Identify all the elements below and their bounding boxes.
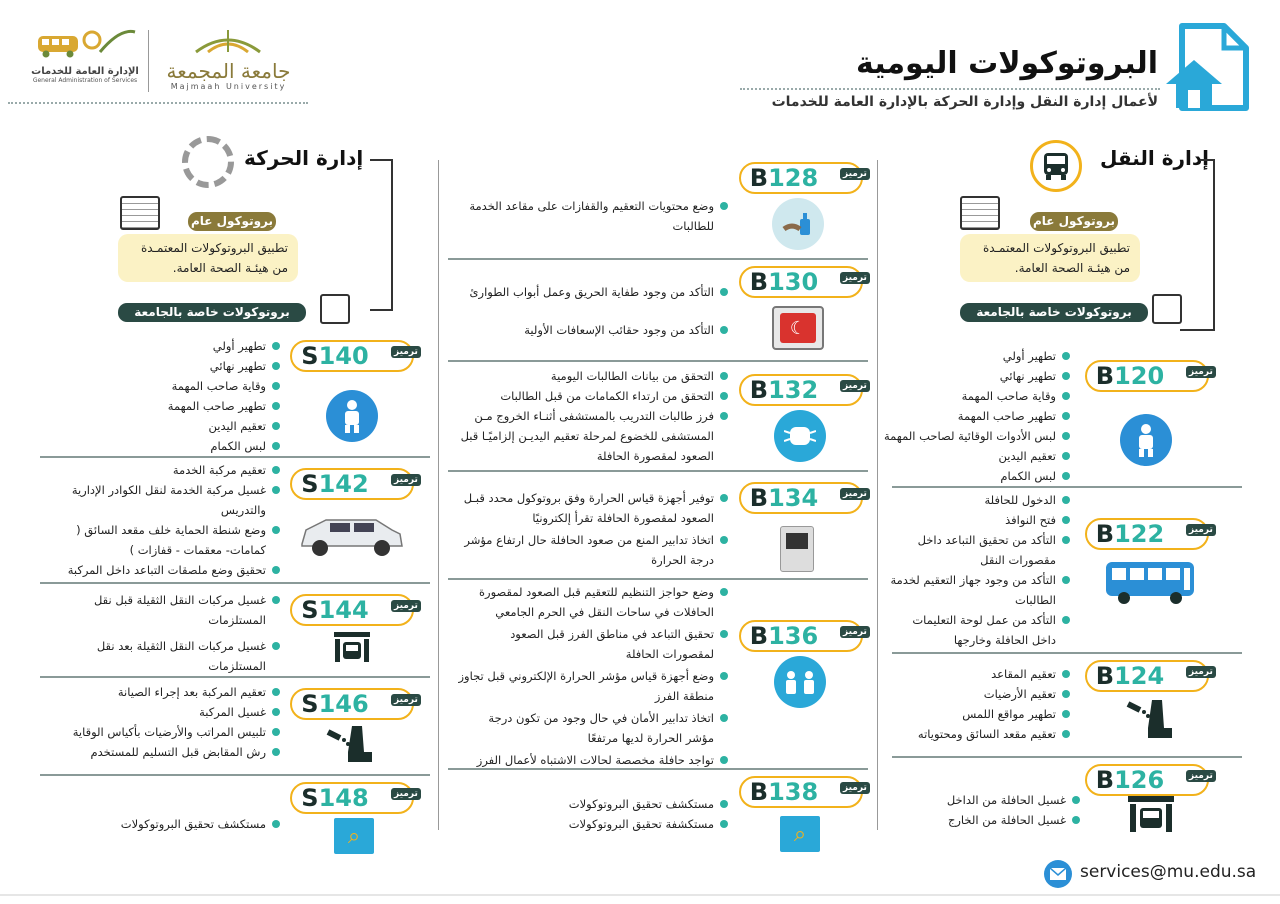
list-item: وقاية صاحب المهمة: [140, 376, 280, 396]
list-item: تواجد حافلة مخصصة لحالات الاشتباه لأعمال الفرز: [458, 750, 728, 770]
transport-section-title: إدارة النقل: [1100, 146, 1210, 170]
code-number: 132: [768, 376, 819, 404]
admin-logo: [30, 22, 140, 92]
code-tag: ترميز: [391, 346, 421, 358]
list-item: تعقيم اليدين: [140, 416, 280, 436]
list-item: غسيل الحافلة من الخارج: [920, 810, 1080, 830]
section-separator: [448, 768, 868, 770]
bus-icon: [1042, 151, 1070, 181]
list-item: تطهير صاحب المهمة: [140, 396, 280, 416]
code-tag: ترميز: [840, 488, 870, 500]
code-tag: ترميز: [840, 380, 870, 392]
list-item: رش المقابض قبل التسليم للمستخدم: [60, 742, 280, 762]
clipboard-icon-2: [320, 294, 350, 324]
s148-list: [100, 814, 280, 834]
code-prefix: B: [749, 268, 769, 296]
code-tag: ترميز: [840, 168, 870, 180]
search-folder-icon: [780, 816, 820, 852]
section-separator: [40, 676, 430, 678]
hazmat-person-icon: [1133, 423, 1159, 457]
list-item: فرز طالبات التدريب بالمستشفى أثنـاء الخروج مـن المستشفى للخضوع لمرحلة تعقيم اليديـن إلزاميًـا قبل الصعود لمقصورة الحافلة: [458, 406, 728, 466]
code-tag: ترميز: [1186, 666, 1216, 678]
list-item: غسيل مركبة الخدمة لنقل الكوادر الإدارية والتدريس: [60, 480, 280, 520]
code-tag: ترميز: [840, 782, 870, 794]
list-item: التحقق من بيانات الطالبات اليومية: [458, 366, 728, 386]
seat-spray-icon: [322, 722, 378, 768]
document-home-icon: [1164, 22, 1252, 114]
list-item: وضع محتويات التعقيم والقفازات على مقاعد الخدمة للطالبات: [458, 196, 728, 236]
first-aid-case: ☾: [780, 313, 816, 343]
list-item: مستكشف تحقيق البروتوكولات: [468, 794, 728, 814]
code-number: 126: [1114, 766, 1165, 794]
section-separator: [448, 578, 868, 580]
list-item: لبس الكمام: [870, 466, 1070, 486]
list-item: الدخول للحافلة: [890, 490, 1070, 510]
s140-list: [140, 336, 280, 456]
section-separator: [892, 652, 1242, 654]
code-prefix: B: [1095, 520, 1115, 548]
code-tag: ترميز: [840, 626, 870, 638]
list-item: وضع شنطة الحماية خلف مقعد السائق ( كمامات- معقمات - قفازات ): [60, 520, 280, 560]
code-tag: ترميز: [1186, 770, 1216, 782]
b120-icon-circle: [1120, 414, 1172, 466]
logo-divider: [148, 30, 149, 92]
code-number: 122: [1114, 520, 1165, 548]
bus-side-icon: [1104, 560, 1196, 606]
list-item: تعقيم مقعد السائق ومحتوياته: [890, 724, 1070, 744]
code-prefix: B: [749, 622, 769, 650]
header: [0, 0, 1280, 120]
section-separator: [448, 360, 868, 362]
section-separator: [892, 756, 1242, 758]
b138-list: [468, 794, 728, 834]
b130-list: [458, 282, 728, 340]
list-item: التأكد من تحقيق التباعد داخل مقصورات النقل: [890, 530, 1070, 570]
list-item: فتح النوافذ: [890, 510, 1070, 530]
code-tag: ترميز: [391, 474, 421, 486]
column-divider-left: [438, 160, 439, 830]
code-number: 142: [318, 470, 369, 498]
b134-list: [458, 488, 728, 570]
list-item: تطهير صاحب المهمة: [870, 406, 1070, 426]
code-tag: ترميز: [1186, 524, 1216, 536]
page-title: البروتوكولات اليومية: [856, 46, 1158, 81]
b136-icon-circle: [774, 656, 826, 708]
email-icon: [1044, 860, 1072, 888]
s144-list: [90, 590, 280, 676]
university-name-ar: جامعة المجمعة: [166, 59, 291, 83]
code-number: 138: [768, 778, 819, 806]
section-separator: [448, 258, 868, 260]
clipboard-icon: [120, 196, 160, 230]
list-item: تطهير نهائي: [140, 356, 280, 376]
section-separator: [448, 470, 868, 472]
code-prefix: B: [749, 484, 769, 512]
code-prefix: S: [301, 690, 319, 718]
transport-general-text: تطبيق البروتوكولات المعتمـدة من هيئـة الصحة العامة.: [960, 234, 1140, 282]
code-prefix: B: [749, 376, 769, 404]
university-name-en: Majmaah University: [170, 82, 287, 91]
list-item: غسيل المركبة: [60, 702, 280, 722]
list-item: مستكشفة تحقيق البروتوكولات: [468, 814, 728, 834]
list-item: تعقيم المركبة بعد إجراء الصيانة: [60, 682, 280, 702]
code-prefix: B: [1095, 662, 1115, 690]
transport-general-label: بروتوكول عام: [1030, 212, 1118, 231]
code-number: 144: [318, 596, 369, 624]
university-logo-icon: [156, 26, 301, 56]
magnifier-icon: ⌕: [347, 823, 361, 849]
code-tag: ترميز: [391, 788, 421, 800]
b132-list: [458, 366, 728, 466]
code-prefix: S: [301, 784, 319, 812]
first-aid-icon: [772, 306, 824, 350]
section-separator: [892, 486, 1242, 488]
code-number: 146: [318, 690, 369, 718]
list-item: غسيل مركبات النقل الثقيلة بعد نقل المستلزمات: [90, 636, 280, 676]
column-divider-right: [877, 160, 878, 830]
hand-sanitizer-icon: [782, 209, 814, 239]
page-subtitle: لأعمال إدارة النقل وإدارة الحركة بالإدارة العامة للخدمات: [771, 94, 1158, 110]
code-number: 124: [1114, 662, 1165, 690]
code-prefix: B: [749, 778, 769, 806]
admin-name-en: General Administration of Services: [32, 77, 138, 84]
code-prefix: B: [1095, 362, 1115, 390]
list-item: تعقيم المقاعد: [890, 664, 1070, 684]
list-item: تطهير مواقع اللمس: [890, 704, 1070, 724]
face-mask-icon: [784, 425, 816, 447]
hazmat-person-icon: [339, 399, 365, 433]
distancing-people-icon: [783, 669, 817, 695]
movement-section-title: إدارة الحركة: [244, 146, 364, 170]
code-prefix: S: [301, 470, 319, 498]
transport-special-label: بروتوكولات خاصة بالجامعة: [960, 303, 1148, 322]
list-item: التأكد من وجود جهاز التعقيم لخدمة الطالبات: [890, 570, 1070, 610]
list-item: التأكد من عمل لوحة التعليمات داخل الحافلة وخارجها: [890, 610, 1070, 650]
movement-general-text: تطبيق البروتوكولات المعتمـدة من هيئـة الصحة العامة.: [118, 234, 298, 282]
list-item: تطهير نهائي: [870, 366, 1070, 386]
code-number: 128: [768, 164, 819, 192]
search-folder-icon: [334, 818, 374, 854]
list-item: التأكد من وجود حقائب الإسعافات الأولية: [458, 320, 728, 340]
admin-logo-icon: [30, 22, 140, 62]
magnifier-icon: ⌕: [793, 821, 807, 847]
code-prefix: S: [301, 596, 319, 624]
code-number: 136: [768, 622, 819, 650]
list-item: لبس الكمام: [140, 436, 280, 456]
s140-icon-circle: [326, 390, 378, 442]
suv-car-icon: [296, 510, 406, 560]
code-prefix: B: [749, 164, 769, 192]
list-item: اتخاذ تدابير الأمان في حال وجود من تكون درجة مؤشر الحرارة لديها مرتفعًا: [458, 708, 728, 748]
list-item: غسيل مركبات النقل الثقيلة قبل نقل المستلزمات: [90, 590, 280, 630]
movement-special-label: بروتوكولات خاصة بالجامعة: [118, 303, 306, 322]
list-item: تعقيم الأرضيات: [890, 684, 1070, 704]
b136-list: [458, 582, 728, 770]
section-separator: [40, 582, 430, 584]
envelope-icon: [1050, 868, 1066, 880]
list-item: توفير أجهزة قياس الحرارة وفق بروتوكول محدد قبـل الصعود لمقصورة الحافلة تقرأ إلكترونيًا: [458, 488, 728, 528]
code-prefix: S: [301, 342, 319, 370]
code-number: 140: [318, 342, 369, 370]
b124-list: [890, 664, 1070, 744]
list-item: وضع حواجز التنظيم للتعقيم قبل الصعود لمقصورة الحافلات في ساحات النقل في الحرم الجامعي: [458, 582, 728, 622]
seat-spray-icon: [1122, 694, 1178, 744]
list-item: التحقق من ارتداء الكمامات من قبل الطالبات: [458, 386, 728, 406]
b126-list: [920, 790, 1080, 830]
list-item: اتخاذ تدابير المنع من صعود الحافلة حال ارتفاع مؤشر درجة الحرارة: [458, 530, 728, 570]
code-number: 148: [318, 784, 369, 812]
code-tag: ترميز: [1186, 366, 1216, 378]
list-item: تحقيق التباعد في مناطق الفرز قبل الصعود لمقصورات الحافلة: [458, 624, 728, 664]
code-prefix: B: [1095, 766, 1115, 794]
university-logo: [156, 26, 301, 96]
footer-line: [0, 894, 1280, 896]
code-tag: ترميز: [840, 272, 870, 284]
list-item: تعقيم مركبة الخدمة: [60, 460, 280, 480]
bus-wash-icon: [1126, 794, 1176, 834]
section-separator: [40, 774, 430, 776]
list-item: تلبيس المراتب والأرضيات بأكياس الوقاية: [60, 722, 280, 742]
bus-icon-circle: [1030, 140, 1082, 192]
list-item: مستكشف تحقيق البروتوكولات: [100, 814, 280, 834]
list-item: وقاية صاحب المهمة: [870, 386, 1070, 406]
clipboard-icon-2: [1152, 294, 1182, 324]
header-dotted-line-right: [740, 88, 1160, 90]
s146-list: [60, 682, 280, 762]
clipboard-icon: [960, 196, 1000, 230]
list-item: لبس الأدوات الوقائية لصاحب المهمة: [870, 426, 1070, 446]
wheel-icon-circle: [182, 136, 234, 188]
list-item: غسيل الحافلة من الداخل: [920, 790, 1080, 810]
s142-list: [60, 460, 280, 580]
b122-list: [890, 490, 1070, 650]
code-number: 120: [1114, 362, 1165, 390]
code-number: 130: [768, 268, 819, 296]
b128-list: [458, 196, 728, 236]
b128-icon-circle: [772, 198, 824, 250]
code-number: 134: [768, 484, 819, 512]
list-item: تعقيم اليدين: [870, 446, 1070, 466]
truck-wash-icon: [332, 630, 372, 664]
code-tag: ترميز: [391, 600, 421, 612]
section-separator: [40, 456, 430, 458]
b132-icon-circle: [774, 410, 826, 462]
movement-general-label: بروتوكول عام: [188, 212, 276, 231]
admin-name-ar: الإدارة العامة للخدمات: [31, 66, 139, 77]
footer-email-link[interactable]: services@mu.edu.sa: [1080, 862, 1257, 882]
code-tag: ترميز: [391, 694, 421, 706]
thermal-scanner-icon: [780, 526, 814, 572]
list-item: وضع أجهزة قياس مؤشر الحرارة الإلكتروني قبل تجاوز منطقة الفرز: [458, 666, 728, 706]
list-item: التأكد من وجود طفاية الحريق وعمل أبواب الطوارئ: [458, 282, 728, 302]
list-item: تطهير أولي: [870, 346, 1070, 366]
header-dotted-line-left: [8, 102, 308, 104]
list-item: تطهير أولي: [140, 336, 280, 356]
b120-list: [870, 346, 1070, 486]
scanner-screen: [786, 533, 808, 549]
list-item: تحقيق وضع ملصقات التباعد داخل المركبة: [60, 560, 280, 580]
